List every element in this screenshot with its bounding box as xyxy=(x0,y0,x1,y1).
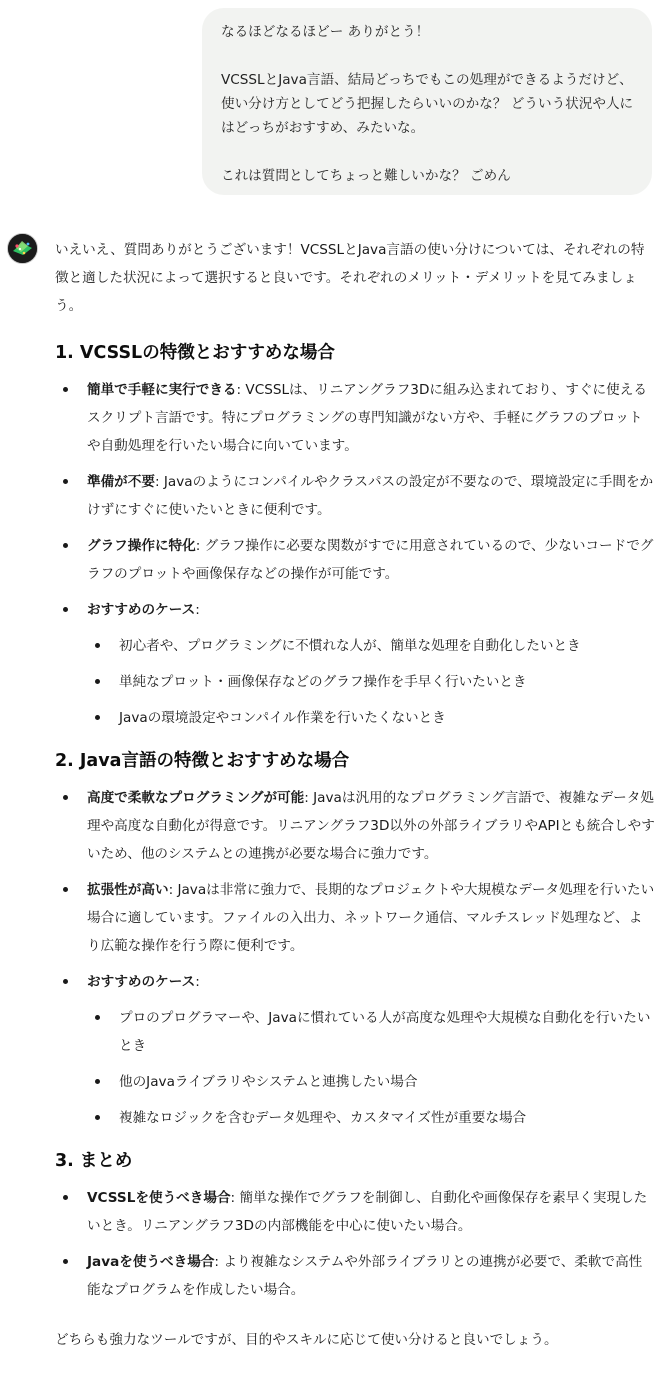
bullet-list xyxy=(55,1184,655,1304)
list-item xyxy=(55,968,655,1132)
list-item xyxy=(55,1248,655,1304)
section-vcssl xyxy=(55,338,655,732)
list-item xyxy=(55,876,655,960)
list-item xyxy=(55,532,655,588)
item-text: : グラフ操作に必要な関数がすでに用意されているので、少ないコードでグラフのプロットや画像保存などの操作が可能です。 xyxy=(87,538,654,582)
item-label: おすすめのケース xyxy=(87,974,196,990)
nested-list-item: 他のJavaライブラリやシステムと連携したい場合 xyxy=(87,1068,655,1096)
item-text: : xyxy=(195,974,200,990)
bullet-list xyxy=(55,784,655,1132)
list-item xyxy=(55,784,655,868)
list-item xyxy=(55,596,655,732)
nested-list-item: Javaの環境設定やコンパイル作業を行いたくないとき xyxy=(87,704,655,732)
list-item xyxy=(55,468,655,524)
list-item xyxy=(55,1184,655,1240)
item-label: Javaを使うべき場合 xyxy=(87,1254,215,1270)
item-text: : 簡単な操作でグラフを制御し、自動化や画像保存を素早く実現したいとき。リニアングラフ3Dの内部機能を中心に使いたい場合。 xyxy=(87,1190,648,1234)
section-summary xyxy=(55,1146,655,1304)
bullet-list xyxy=(55,376,655,732)
nested-list-item: プロのプログラマーや、Javaに慣れている人が高度な処理や大規模な自動化を行いたいとき xyxy=(87,1004,655,1060)
user-message-line-3: これは質問としてちょっと難しいかな？ ごめん xyxy=(221,168,511,184)
item-label: VCSSLを使うべき場合 xyxy=(87,1190,231,1206)
item-label: 準備が不要 xyxy=(87,474,155,490)
item-text: : Javaは非常に強力で、長期的なプロジェクトや大規模なデータ処理を行いたい場合に適しています。ファイルの入出力、ネットワーク通信、マルチスレッド処理など、より広範な操作を行う際に便利です。 xyxy=(87,882,655,954)
item-text: : xyxy=(195,602,200,618)
user-message-line-2: VCSSLとJava言語、結局どっちでもこの処理ができるようだけど、使い分け方としてどう把握したらいいのかな？ どういう状況や人にはどっちがおすすめ、みたいな。 xyxy=(221,72,634,136)
assistant-avatar-icon xyxy=(7,233,38,264)
section-java xyxy=(55,746,655,1132)
item-label: 高度で柔軟なプログラミングが可能 xyxy=(87,790,305,806)
nested-list-item: 複雑なロジックを含むデータ処理や、カスタマイズ性が重要な場合 xyxy=(87,1104,655,1132)
item-label: 拡張性が高い xyxy=(87,882,169,898)
item-label: おすすめのケース xyxy=(87,602,196,618)
item-text: : VCSSLは、リニアングラフ3Dに組み込まれており、すぐに使えるスクリプト言語です。特にプログラミングの専門知識がない方や、手軽にグラフのプロットや自動処理を行いたい場合に向いています。 xyxy=(87,382,647,454)
nested-list-item: 単純なプロット・画像保存などのグラフ操作を手早く行いたいとき xyxy=(87,668,655,696)
item-label: グラフ操作に特化 xyxy=(87,538,196,554)
list-item xyxy=(55,376,655,460)
assistant-intro: いえいえ、質問ありがとうございます！VCSSLとJava言語の使い分けについては、それぞれの特徴と適した状況によって選択すると良いです。それぞれのメリット・デメリットを見てみましょう。 xyxy=(55,242,645,314)
section-heading: 3. まとめ xyxy=(55,1151,133,1171)
assistant-message xyxy=(55,236,655,1354)
user-message-bubble xyxy=(202,8,652,195)
nested-list-item: 初心者や、プログラミングに不慣れな人が、簡単な処理を自動化したいとき xyxy=(87,632,655,660)
nested-list xyxy=(87,632,655,732)
item-text: : Javaは汎用的なプログラミング言語で、複雑なデータ処理や高度な自動化が得意です。リニアングラフ3D以外の外部ライブラリやAPIとも統合しやすいため、他のシステムとの連携が必要な場合に強力です。 xyxy=(87,790,655,862)
item-text: : より複雑なシステムや外部ライブラリとの連携が必要で、柔軟で高性能なプログラムを作成したい場合。 xyxy=(87,1254,643,1298)
section-heading: 1. VCSSLの特徴とおすすめな場合 xyxy=(55,343,335,363)
nested-list xyxy=(87,1004,655,1132)
user-message-line-1: なるほどなるほどー ありがとう！ xyxy=(221,24,430,40)
assistant-closing: どちらも強力なツールですが、目的やスキルに応じて使い分けると良いでしょう。 xyxy=(55,1332,558,1348)
item-label: 簡単で手軽に実行できる xyxy=(87,382,237,398)
item-text: : Javaのようにコンパイルやクラスパスの設定が不要なので、環境設定に手間をかけずにすぐに使いたいときに便利です。 xyxy=(87,474,654,518)
section-heading: 2. Java言語の特徴とおすすめな場合 xyxy=(55,751,350,771)
